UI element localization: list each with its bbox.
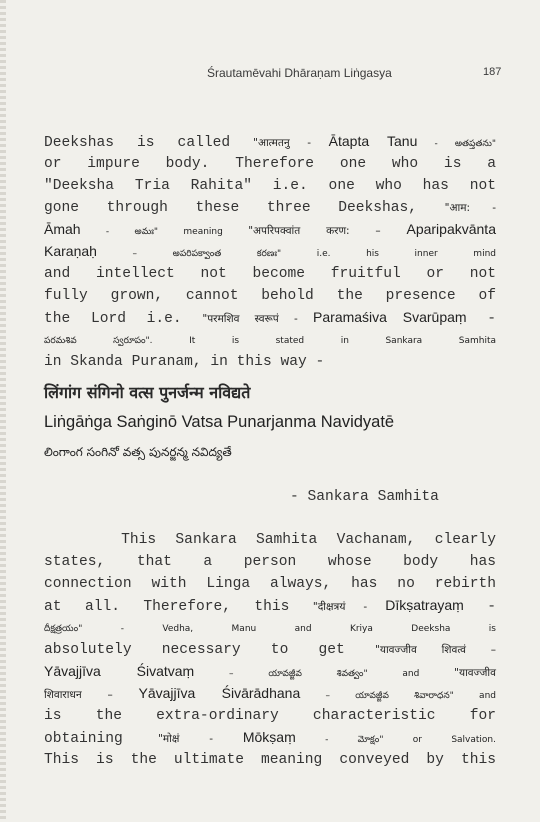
text-line: fully grown, cannot behold the presence of	[44, 288, 496, 304]
header-title: Śrautamēvahi Dhāraṇam Liṅgasya	[207, 66, 392, 80]
text-line: the Lord i.e. "परमशिव स्वरूपं - Paramaśiva Svarūpaṃ -	[44, 309, 496, 327]
text-line: Āmah - అమః" meaning "अपरिपक्वांत करण: – Aparipakvānta	[44, 221, 496, 237]
page-edge	[0, 0, 6, 822]
verse-telugu: లింగాంగ సంగినో వత్స పునర్జన్మ నవిద్యతే	[44, 445, 232, 459]
text-line: in Skanda Puranam, in this way -	[44, 354, 325, 370]
text-line: Yāvajjīva Śivatvaṃ – యావజ్జీవ శివత్వం" and "यावज्जीव	[44, 663, 496, 679]
text-line: gone through these three Deekshas, "आम: -	[44, 200, 496, 216]
text-line: or impure body. Therefore one who is a	[44, 156, 496, 172]
text-line: शिवाराधन – Yāvajjīva Śivārādhana – యావజ్జీవ శివారాధన" and	[44, 685, 496, 701]
text-line: "Deeksha Tria Rahita" i.e. one who has not	[44, 178, 496, 194]
text-line: states, that a person whose body has	[44, 554, 496, 570]
text-line: and intellect not become fruitful or not	[44, 266, 496, 282]
text-line: absolutely necessary to get "यावज्जीव शिवत्वं –	[44, 642, 497, 658]
text-line: పరమశివ స్వరూపం". It is stated in Sankara Samhita	[44, 336, 496, 346]
text-line: obtaining "मोक्षं - Mōkṣaṃ - మోక్షం" or Salvation.	[44, 729, 496, 747]
text-line: at all. Therefore, this "दीक्षत्रयं - Dīkṣatrayaṃ -	[44, 597, 496, 615]
verse-devanagari: लिंगांग संगिनो वत्स पुनर्जन्म नविद्यते	[44, 383, 251, 402]
verse-transliteration: Liṅgāṅga Saṅginō Vatsa Punarjanma Navidyatē	[44, 413, 395, 431]
text-line: Karaṇaḥ – అపరిపక్వాంత కరణః" i.e. his inner mind	[44, 243, 496, 259]
text-line: దీక్షత్రయం" - Vedha, Manu and Kriya Deeksha is	[44, 624, 496, 634]
text-line: connection with Linga always, has no rebirth	[44, 576, 496, 592]
text-line: This is the ultimate meaning conveyed by this	[44, 752, 496, 768]
text-line: is the extra-ordinary characteristic for	[44, 708, 496, 724]
page-number: 187	[483, 66, 502, 78]
text-line: Deekshas is called "आत्मतनु - Ātapta Tanu - అతప్తతను"	[44, 133, 496, 151]
verse-attribution: - Sankara Samhita	[290, 489, 439, 505]
text-line: This Sankara Samhita Vachanam, clearly	[44, 532, 496, 548]
running-header	[0, 66, 540, 84]
